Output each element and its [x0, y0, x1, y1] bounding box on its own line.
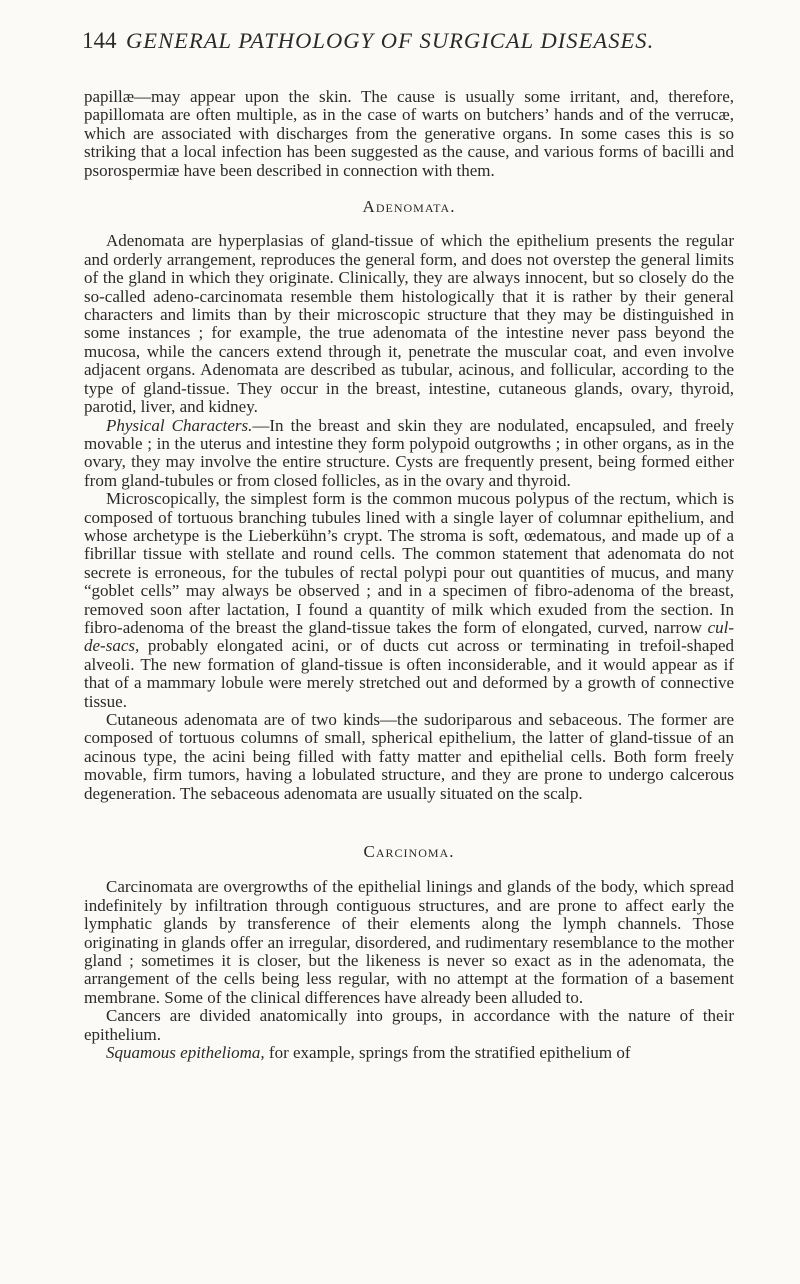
paragraph-squamous-epithelioma: [84, 1044, 734, 1062]
section-heading-carcinoma: Carcinoma.: [363, 842, 455, 862]
paragraph-adenomata-definition: Adenomata are hyperplasias of gland-tissue of which the epithelium presents the regular and orderly arrangement, reproduces the general form, and does not overstep the general limits of the gland in which they originate. Clinically, they are always innocent, but so closely do the so-called adeno-carcinomata resemble them histologically that it is rather by their general characters and limits than by their microscopic structure that they may be distinguished in some instances ; for example, the true adenomata of the intestine never pass beyond the mucosa, while the cancers extend through it, penetrate the muscular coat, and even involve adjacent organs. Adenomata are described as tubular, acinous, and follicular, according to the type of gland-tissue. They occur in the breast, intestine, cutaneous glands, ovary, thyroid, parotid, liver, and kidney.: [84, 231, 734, 417]
cul-de-sacs-term: cul-de-sacs,: [84, 617, 734, 656]
paragraph-physical-characters: [84, 417, 734, 491]
microscopic-text-a: Microscopically, the simplest form is the common mucous polypus of the rectum, which is composed of tortuous branching tubules lined with a single layer of columnar epithelium, and whose archetype is the Lieberkühn’s crypt. The stroma is soft, œdematous, and made up of a fibrillar tissue with stellate and round cells. The common statement that adenomata do not secrete is erroneous, for the tubules of rectal polypi pour out quantities of mucus, and many “goblet cells” may always be observed ; and in a specimen of fibro-adenoma of the breast, removed soon after lactation, I found a quantity of milk which exuded from the section. In fibro-adenoma of the breast the gland-tissue takes the form of elongated, curved, narrow: [84, 489, 734, 637]
physical-characters-text: —In the breast and skin they are nodulated, encapsuled, and freely movable ; in the uterus and intestine they form polypoid outgrowths ; in other organs, as in the ovary, they may involve the entire structure. Cysts are frequently present, being formed either from gland-tubules or from closed follicles, as in the ovary and thyroid.: [84, 415, 734, 490]
paragraph-carcinoma-definition: Carcinomata are overgrowths of the epithelial linings and glands of the body, which spread indefinitely by infiltration through contiguous structures, and are prone to affect early the lymphatic glands by transference of their elements along the lymph channels. Those originating in glands offer an irregular, disordered, and rudimentary resemblance to the mother gland ; sometimes it is closer, but the likeness is never so exact as in the adenomata, the arrangement of the cells being less regular, with no attempt at the formation of a basement membrane. Some of the clinical differences have already been alluded to.: [84, 877, 734, 1007]
paragraph-papillae: papillæ—may appear upon the skin. The cause is usually some irritant, and, therefore, papillomata are often multiple, as in the case of warts on butchers’ hands and of the verrucæ, which are associated with discharges from the generative organs. In some cases this is so striking that a local infection has been suggested as the cause, and various forms of bacilli and psorospermiæ have been described in connection with them.: [84, 87, 734, 180]
section-heading-adenomata: Adenomata.: [362, 197, 456, 217]
paragraph-microscopic-structure: [84, 490, 734, 711]
page-number: 144: [82, 28, 117, 53]
physical-characters-label: Physical Characters.: [106, 415, 253, 435]
body-text: [84, 88, 734, 1063]
paragraph-cancer-groups: Cancers are divided anatomically into groups, in accordance with the nature of their epithelium.: [84, 1006, 734, 1044]
microscopic-text-b: probably elongated acini, or of ducts cut across or terminating in trefoil-shaped alveoli. The new formation of gland-tissue is often inconsiderable, and it would appear as if that of a mammary lobule were merely stretched out and deformed by a growth of connective tissue.: [84, 636, 734, 711]
squamous-epithelioma-label: Squamous epithelioma,: [106, 1043, 265, 1063]
squamous-epithelioma-text: for example, springs from the stratified epithelium of: [264, 1043, 631, 1063]
running-head: GENERAL PATHOLOGY OF SURGICAL DISEASES.: [126, 28, 655, 53]
page-header: [82, 28, 722, 62]
paragraph-cutaneous-adenomata: Cutaneous adenomata are of two kinds—the sudoriparous and sebaceous. The former are composed of tortuous columns of small, spherical epithelium, the latter of gland-tissue of an acinous type, the acini being filled with fatty matter and epithelial cells. Both form freely movable, firm tumors, having a lobulated structure, and they are prone to undergo calcerous degeneration. The sebaceous adenomata are usually situated on the scalp.: [84, 710, 734, 803]
